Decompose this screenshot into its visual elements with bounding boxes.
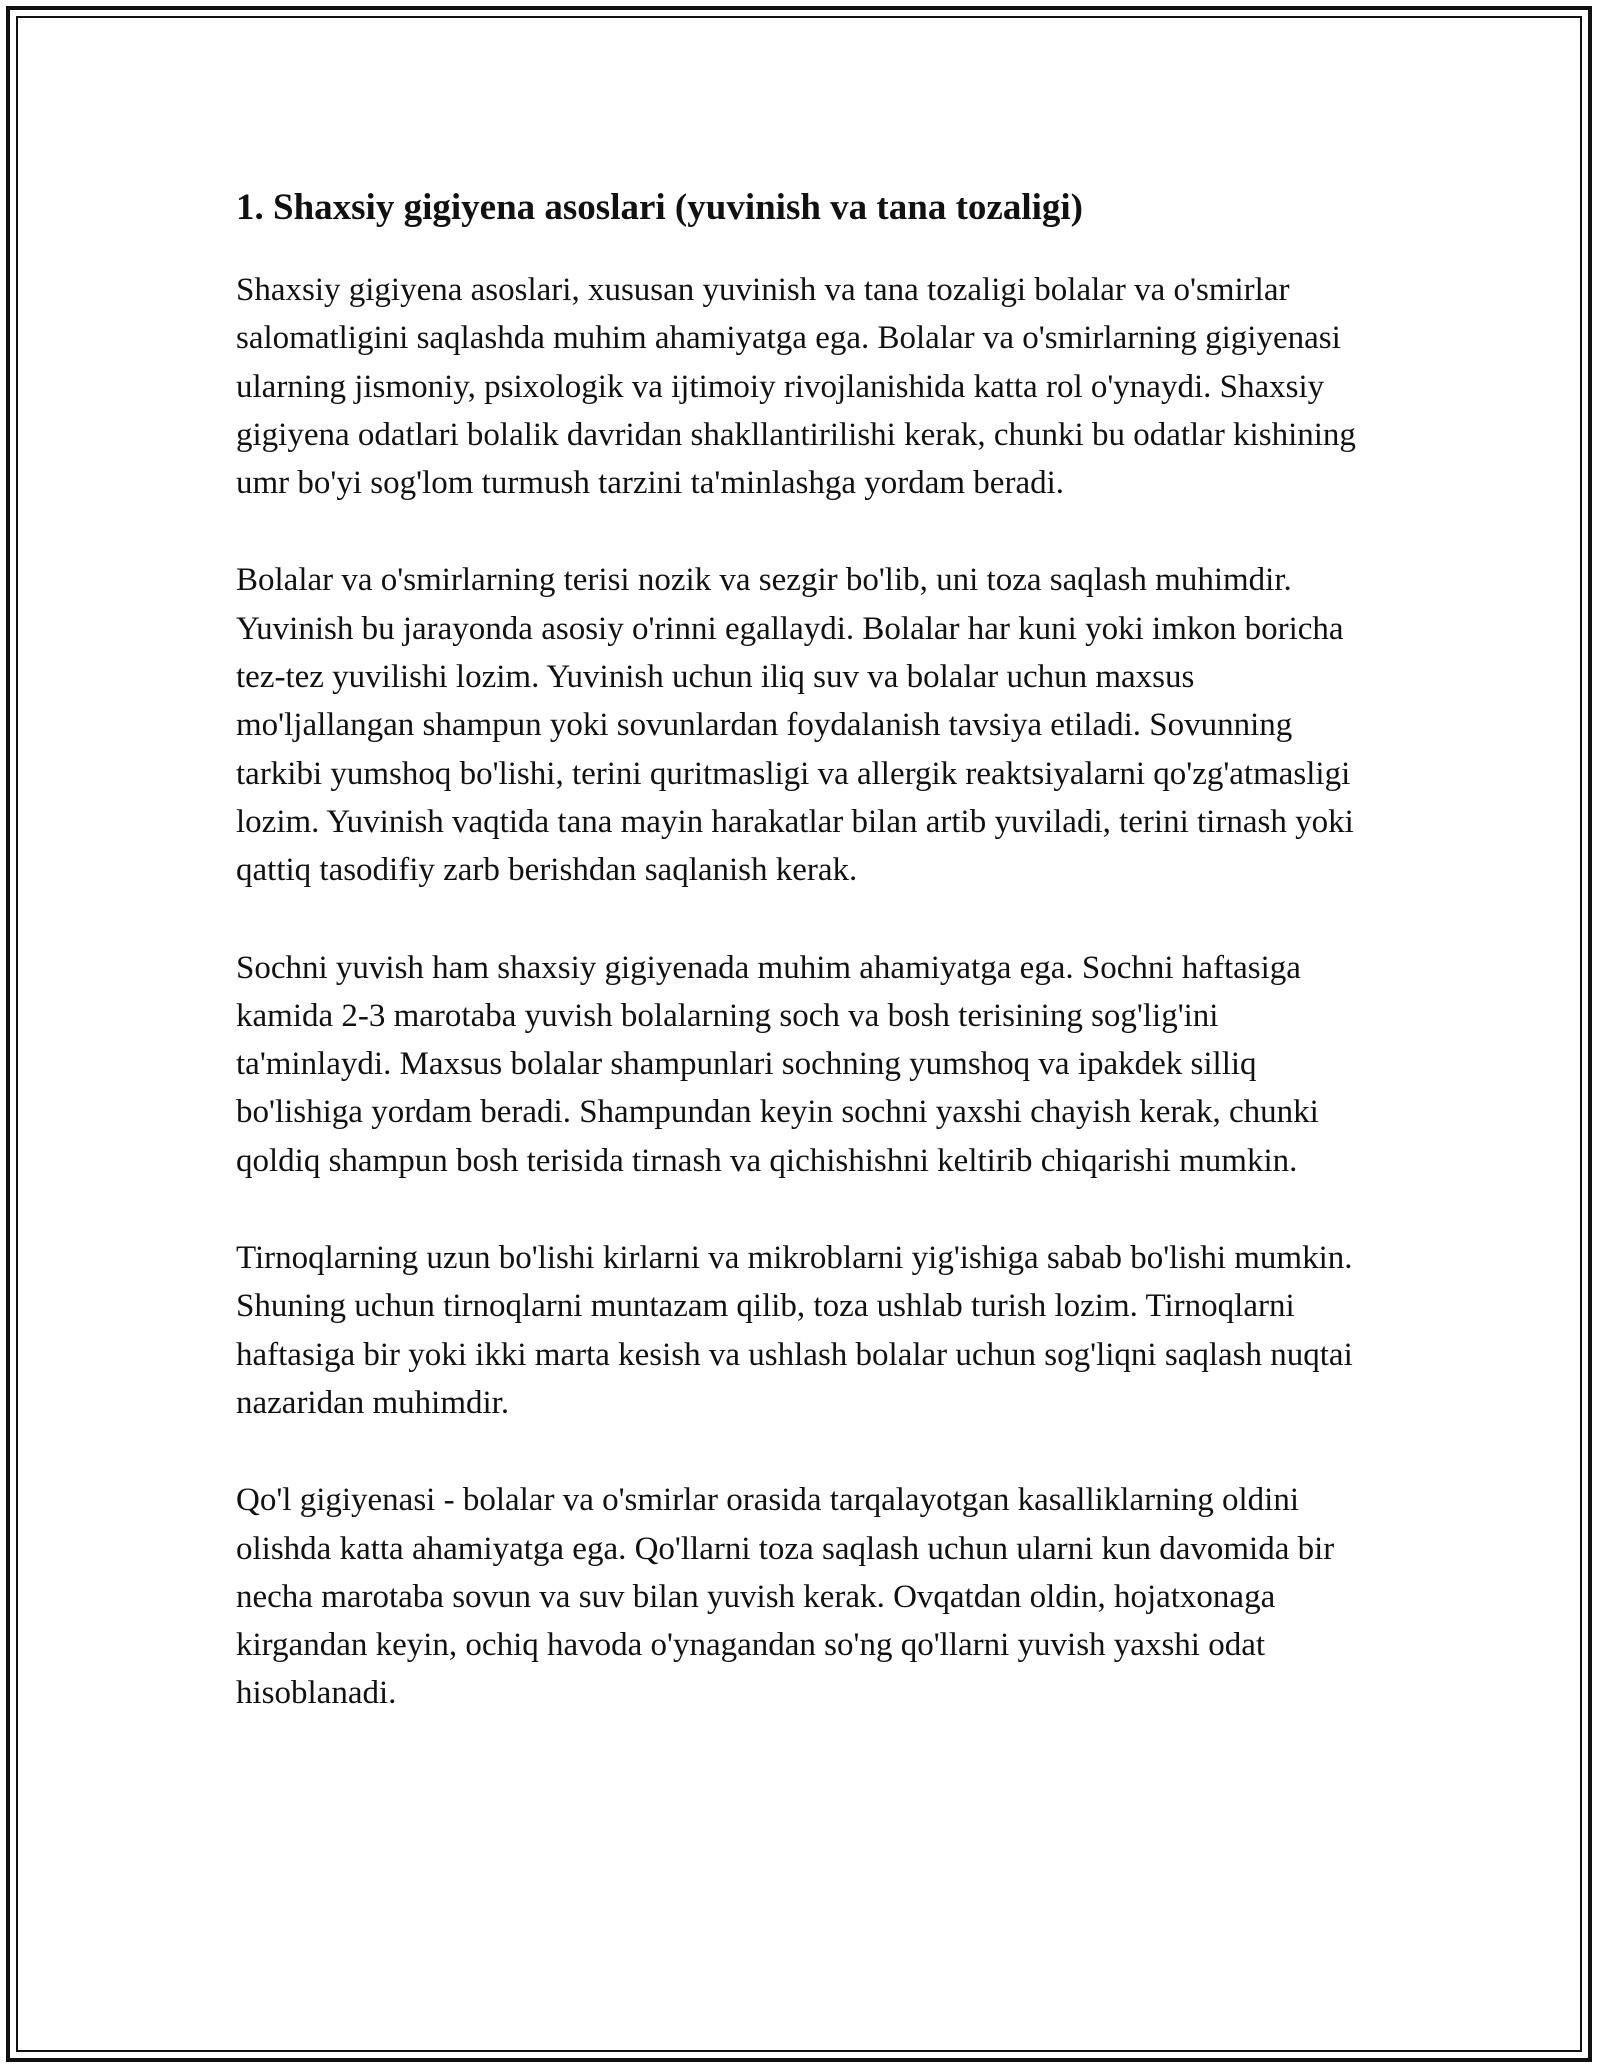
paragraph-bathing: Bolalar va o'smirlarning terisi nozik va sezgir bo'lib, uni toza saqlash muhimdir. Yuvinish bu jarayonda asosiy o'rinni egallaydi. Bolalar har kuni yoki imkon boricha tez-tez yuvilishi lozim. Yuvinish uchun iliq suv va bolalar uchun maxsus mo'ljallangan shampun yoki sovunlardan foydalanish tavsiya etiladi. Sovunning tarkibi yumshoq bo'lishi, terini quritmasligi va allergik reaktsiyalarni qo'zg'atmasligi lozim. Yuvinish vaqtida tana mayin harakatlar bilan artib yuviladi, terini tirnash yoki qattiq tasodifiy zarb berishdan saqlanish kerak. xyxy=(236,562,1354,889)
paragraph-nail-care: Tirnoqlarning uzun bo'lishi kirlarni va mikroblarni yig'ishiga sabab bo'lishi mumkin. Shuning uchun tirnoqlarni muntazam qilib, toza ushlab turish lozim. Tirnoqlarni haftasiga bir yoki ikki marta kesish va ushlash bolalar uchun sog'liqni saqlash nuqtai nazaridan muhimdir. xyxy=(236,1240,1353,1421)
paragraph-hand-hygiene: Qo'l gigiyenasi - bolalar va o'smirlar orasida tarqalayotgan kasalliklarning oldini olishda katta ahamiyatga ega. Qo'llarni toza saqlash uchun ularni kun davomida bir necha marotaba sovun va suv bilan yuvish kerak. Ovqatdan oldin, hojatxonaga kirgandan keyin, ochiq havoda o'ynagandan so'ng qo'llarni yuvish yaxshi odat hisoblanadi. xyxy=(236,1482,1335,1712)
document-body xyxy=(236,184,1356,1767)
paragraph-intro: Shaxsiy gigiyena asoslari, xususan yuvinish va tana tozaligi bolalar va o'smirlar salomatligini saqlashda muhim ahamiyatga ega. Bolalar va o'smirlarning gigiyenasi ularning jismoniy, psixologik va ijtimoiy rivojlanishida katta rol o'ynaydi. Shaxsiy gigiyena odatlari bolalik davridan shakllantirilishi kerak, chunki bu odatlar kishining umr bo'yi sog'lom turmush tarzini ta'minlashga yordam beradi. xyxy=(236,272,1356,502)
section-heading: 1. Shaxsiy gigiyena asoslari (yuvinish va tana tozaligi) xyxy=(236,187,1083,228)
paragraph-hair-washing: Sochni yuvish ham shaxsiy gigiyenada muhim ahamiyatga ega. Sochni haftasiga kamida 2-3 marotaba yuvish bolalarning soch va bosh terisining sog'lig'ini ta'minlaydi. Maxsus bolalar shampunlari sochning yumshoq va ipakdek silliq bo'lishiga yordam beradi. Shampundan keyin sochni yaxshi chayish kerak, chunki qoldiq shampun bosh terisida tirnash va qichishishni keltirib chiqarishi mumkin. xyxy=(236,949,1319,1179)
